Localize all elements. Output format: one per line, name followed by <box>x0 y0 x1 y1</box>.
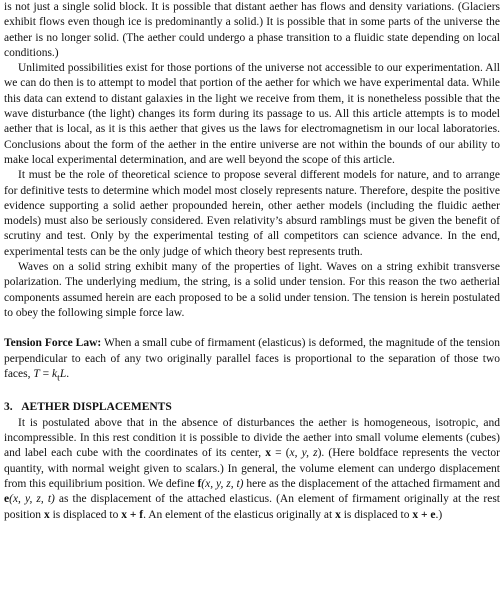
vector-x: x <box>265 447 272 460</box>
vector-x-plus-e: x + e <box>412 508 436 521</box>
text-run: = ( <box>271 447 290 460</box>
section-heading: 3. AETHER DISPLACEMENTS <box>4 401 172 414</box>
text-run: here as the displacement of the attached firmament and <box>243 477 500 490</box>
text-run: ). (Here boldface represents the vector quantity, with normal weight given to scalars.) In general, the volume element can undergo displacement from this equilibrium position. We define <box>4 447 500 490</box>
vector-f: f <box>197 477 202 490</box>
text-run: . An element of the elasticus originally at <box>143 508 336 521</box>
text-run: is displaced to <box>49 508 122 521</box>
law-label: Tension Force Law: <box>4 337 102 350</box>
vector-x: x <box>43 508 50 521</box>
law-formula-lhs: T <box>33 367 40 380</box>
e-arguments: (x, y, z, t) <box>9 493 55 506</box>
spacer <box>4 385 500 400</box>
paragraph-4: Waves on a solid string exhibit many of the properties of light. Waves on a string exhibit transverse polarization. The underlying medium, the string, is a solid under tension. For this reason the two aetherial components assumed herein are each proposed to be a solid under tension. The tension is herein postulated to obey the following simple force law. <box>4 261 500 319</box>
law-formula-coefficient: k <box>52 367 58 380</box>
law-formula-subscript: t <box>57 372 60 384</box>
section-paragraph <box>4 416 500 523</box>
f-arguments: (x, y, z, t) <box>201 477 244 490</box>
law-formula-variable: L <box>59 367 67 380</box>
paragraph-3: It must be the role of theoretical science to propose several different models for nature, and to arrange for definitive tests to determine which model most closely represents nature. Therefore, despite the positive evidence supporting a solid aether propounded herein, other aether models (including the fluidic aether models) must also be seriously considered. Even relativity’s absurd ramblings must be given the benefit of scrutiny and test. Only by the experimental testing of all competitors can science advance. In the end, experimental tests can be the only judge of which theory best represents truth. <box>4 169 500 258</box>
tension-force-law <box>4 336 500 385</box>
vector-x: x <box>335 508 341 521</box>
law-formula-eq: = <box>39 367 53 380</box>
law-text: When a small cube of firmament (elasticus) is deformed, the magnitude of the tension perpendicular to each of any two originally parallel faces is proportional to the separation of those two faces, <box>4 337 500 380</box>
text-run: It is postulated above that in the absence of disturbances the aether is homogeneous, isotropic, and incompressible. In this rest condition it is possible to divide the aether into small volume elements (cubes) and label each cube with the coordinates of its center, <box>4 416 500 460</box>
law-end: . <box>66 367 70 380</box>
spacer <box>4 321 500 336</box>
coordinates: x, y, z <box>289 447 318 460</box>
document-page <box>4 0 500 523</box>
text-run: as the displacement of the attached elasticus. (An element of firmament originally at the rest position <box>4 493 500 521</box>
text-run: .) <box>435 508 443 521</box>
text-run: is displaced to <box>340 508 413 521</box>
paragraph-1: is not just a single solid block. It is possible that distant aether has flows and density variations. (Glaciers exhibit flows even though ice is predominantly a solid.) It is possible that in some parts of the universe the aether is no longer solid. (The aether could undergo a phase transition to a fluidic state depending on local conditions.) <box>4 1 500 59</box>
vector-x-plus-f: x + f <box>121 508 144 521</box>
vector-e: e <box>4 493 10 506</box>
paragraph-2: Unlimited possibilities exist for those portions of the universe not accessible to our experimentation. All we can do then is to attempt to model that portion of the aether for which we have experimental data. While this data can extend to distant galaxies in the light we receive from them, it is nonetheless possible that the wave disturbance (the light) changes its form during its passage to us. All this article attempts is to model aether that is local, as it is this aether that gives us the laws for electromagnetism in our local laboratories. Conclusions about the form of the aether in the entire universe are not within the bounds of our ability to make local experimental determination, and are well beyond the scope of this article. <box>4 62 500 166</box>
